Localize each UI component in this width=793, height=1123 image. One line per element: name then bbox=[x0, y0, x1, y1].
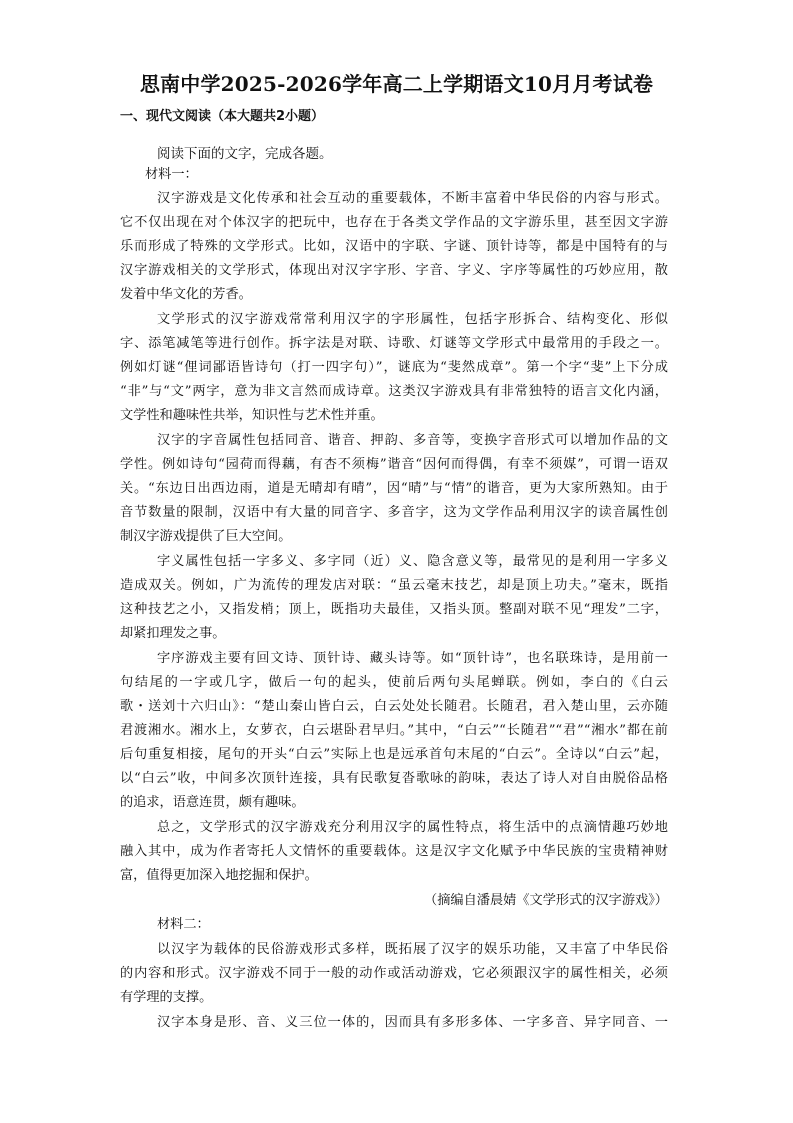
paragraph-line: 君渡湘水。湘水上，女萝衣，白云堪卧君早归。”其中，“白云”“长随君”“君”“湘水”都在前 bbox=[120, 723, 668, 738]
paragraph-line: 关。“东边日出西边雨，道是无晴却有晴”，因“晴”与“情”的谐音，更为大家所熟知。由于 bbox=[120, 481, 668, 496]
page-title: 思南中学2025-2026学年高二上学期语文10月月考试卷 bbox=[139, 72, 654, 96]
paragraph-line: 发着中华文化的芳香。 bbox=[120, 287, 252, 302]
paragraph-line: 汉字本身是形、音、义三位一体的，因而具有多形多体、一字多音、异字同音、一 bbox=[157, 1015, 668, 1030]
paragraph-line: 汉字游戏是文化传承和社会互动的重要载体，不断丰富着中华民俗的内容与形式。 bbox=[157, 191, 668, 206]
paragraph-line: 文学性和趣味性共举，知识性与艺术性并重。 bbox=[120, 408, 384, 423]
paragraph-line: 文学形式的汉字游戏常常利用汉字的字形属性，包括字形拆合、结构变化、形似 bbox=[157, 312, 668, 327]
paragraph-line: 字序游戏主要有回文诗、顶针诗、藏头诗等。如“顶针诗”，也名联珠诗，是用前一 bbox=[157, 651, 668, 666]
paragraph-line: 汉字游戏相关的文学形式，体现出对汉字字形、字音、字义、字序等属性的巧妙应用，散 bbox=[120, 263, 668, 278]
paragraph-line: 例如灯谜“俚词鄙语皆诗句（打一四字句）”，谜底为“斐然成章”。第一个字“斐”上下分成 bbox=[120, 360, 668, 375]
paragraph-line: 句结尾的一字或几字，做后一句的起头，使前后两句头尾蝉联。例如，李白的《白云 bbox=[120, 675, 668, 690]
paragraph-line: 字义属性包括一字多义、多字同（近）义、隐含意义等，最常见的是利用一字多义 bbox=[157, 554, 668, 569]
paragraph-line: 以“白云”收，中间多次顶针连接，具有民歌复沓歌咏的韵味，表达了诗人对自由脱俗品格 bbox=[120, 771, 668, 786]
paragraph-line: 后句重复相接，尾句的开头“白云”实际上也是远承首句末尾的“白云”。全诗以“白云”起， bbox=[120, 747, 668, 762]
paragraph-line: 字、添笔减笔等进行创作。拆字法是对联、诗歌、灯谜等文学形式中最常用的手段之一。 bbox=[120, 336, 668, 351]
paragraph-line: 这种技艺之小，又指发梢；顶上，既指功夫最佳，又指头顶。整副对联不见“理发”二字， bbox=[120, 602, 668, 617]
section-heading: 一、现代文阅读（本大题共2小题） bbox=[120, 109, 325, 124]
paragraph-line: 以汉字为载体的民俗游戏形式多样，既拓展了汉字的娱乐功能，又丰富了中华民俗 bbox=[157, 942, 668, 957]
paragraph-line: 却紧扣理发之事。 bbox=[120, 626, 226, 641]
material-label: 材料一： bbox=[145, 167, 198, 182]
paragraph-line: 乐而形成了特殊的文学形式。比如，汉语中的字联、字谜、顶针诗等，都是中国特有的与 bbox=[120, 239, 668, 254]
paragraph-line: 总之，文学形式的汉字游戏充分利用汉字的属性特点，将生活中的点滴情趣巧妙地 bbox=[157, 820, 668, 835]
paragraph-line: 的内容和形式。汉字游戏不同于一般的动作或活动游戏，它必须跟汉字的属性相关，必须 bbox=[120, 966, 668, 981]
instruction-text: 阅读下面的文字，完成各题。 bbox=[157, 146, 333, 162]
paragraph-line: 有学理的支撑。 bbox=[120, 990, 213, 1005]
paragraph-line: 造成双关。例如，广为流传的理发店对联：“虽云毫末技艺，却是顶上功夫。”毫末，既指 bbox=[120, 578, 668, 593]
paragraph-line: 制汉字游戏提供了巨大空间。 bbox=[120, 529, 292, 544]
paragraph-line: 富，值得更加深入地挖掘和保护。 bbox=[120, 868, 318, 883]
source-citation: （摘编自潘晨婧《文学形式的汉字游戏》） bbox=[424, 893, 668, 908]
paragraph-line: 汉字的字音属性包括同音、谐音、押韵、多音等，变换字音形式可以增加作品的文 bbox=[157, 433, 668, 448]
paragraph-line: 学性。例如诗句“园荷而得藕，有杏不须梅”谐音“因何而得偶，有幸不须媒”，可谓一语双 bbox=[120, 457, 668, 472]
paragraph-line: 歌・送刘十六归山》：“楚山秦山皆白云，白云处处长随君。长随君，君入楚山里，云亦随 bbox=[120, 699, 668, 714]
paragraph-line: 音节数量的限制，汉语中有大量的同音字、多音字，这为文学作品利用汉字的读音属性创 bbox=[120, 505, 668, 520]
paragraph-line: 融入其中，成为作者寄托人文情怀的重要载体。这是汉字文化赋予中华民族的宝贵精神财 bbox=[120, 844, 668, 859]
paragraph-line: “非”与“文”两字，意为非文言然而成诗章。这类汉字游戏具有非常独特的语言文化内涵， bbox=[120, 384, 668, 399]
paragraph-line: 的追求，语意连贯，颇有趣味。 bbox=[120, 795, 305, 810]
paragraph-line: 它不仅出现在对个体汉字的把玩中，也存在于各类文学作品的文字游乐里，甚至因文字游 bbox=[120, 215, 668, 230]
material-label: 材料二： bbox=[157, 917, 210, 932]
